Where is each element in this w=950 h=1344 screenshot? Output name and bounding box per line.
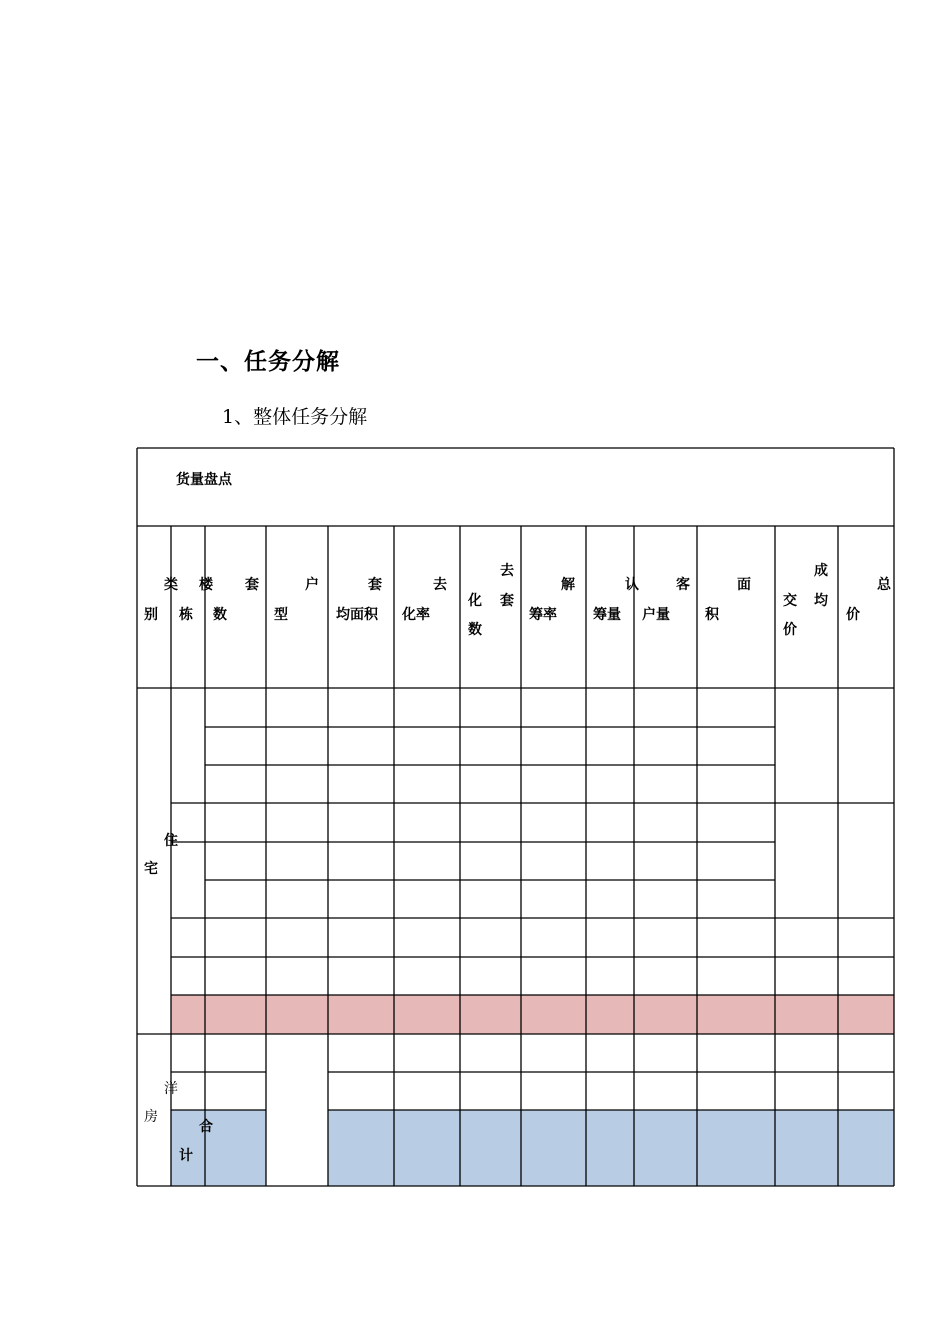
header-col-8: 筹率 bbox=[529, 607, 557, 623]
header-col-11: 面 bbox=[737, 577, 751, 593]
header-col-13: 价 bbox=[846, 607, 860, 623]
subtotal-label: 计 bbox=[179, 1148, 193, 1164]
header-col-7: 化 bbox=[468, 593, 482, 609]
subsection-title: 1、整体任务分解 bbox=[222, 406, 368, 428]
header-col-4: 户 bbox=[305, 577, 319, 593]
header-col-12: 价 bbox=[783, 622, 797, 638]
header-col-1: 别 bbox=[144, 607, 158, 623]
header-col-2: 栋 bbox=[179, 607, 193, 623]
header-col-9: 筹量 bbox=[593, 607, 621, 623]
header-col-12: 成 bbox=[814, 563, 828, 579]
header-col-7: 套 bbox=[500, 593, 514, 609]
header-col-5: 套 bbox=[368, 577, 382, 593]
group-residential-label: 宅 bbox=[144, 861, 158, 877]
header-col-7: 数 bbox=[468, 622, 482, 638]
header-col-2: 楼 bbox=[199, 577, 213, 593]
header-col-11: 积 bbox=[705, 607, 719, 623]
group-villa-label: 洋 bbox=[164, 1081, 178, 1097]
header-col-4: 型 bbox=[274, 607, 288, 623]
header-col-10: 户量 bbox=[642, 607, 670, 623]
subtotal-row-villa bbox=[328, 1110, 894, 1186]
header-col-6: 化率 bbox=[402, 607, 430, 623]
header-col-1: 类 bbox=[164, 577, 178, 593]
header-col-12: 均 bbox=[814, 593, 828, 609]
header-col-3: 套 bbox=[245, 577, 259, 593]
header-col-5: 均面积 bbox=[336, 607, 378, 623]
table-caption: 货量盘点 bbox=[176, 472, 232, 488]
group-villa-label: 房 bbox=[144, 1109, 158, 1125]
section-title: 一、任务分解 bbox=[196, 348, 340, 375]
header-col-7: 去 bbox=[500, 563, 514, 579]
header-col-12: 交 bbox=[783, 593, 797, 609]
header-col-6: 去 bbox=[433, 577, 447, 593]
subtotal-label: 合 bbox=[199, 1119, 213, 1135]
header-col-3: 数 bbox=[213, 607, 227, 623]
subtotal-row-residential bbox=[171, 995, 894, 1034]
group-residential-label: 住 bbox=[164, 833, 178, 849]
header-col-10: 客 bbox=[676, 577, 690, 593]
header-col-8: 解 bbox=[561, 577, 575, 593]
header-col-9: 认 bbox=[625, 577, 639, 593]
header-col-13: 总 bbox=[877, 577, 891, 593]
